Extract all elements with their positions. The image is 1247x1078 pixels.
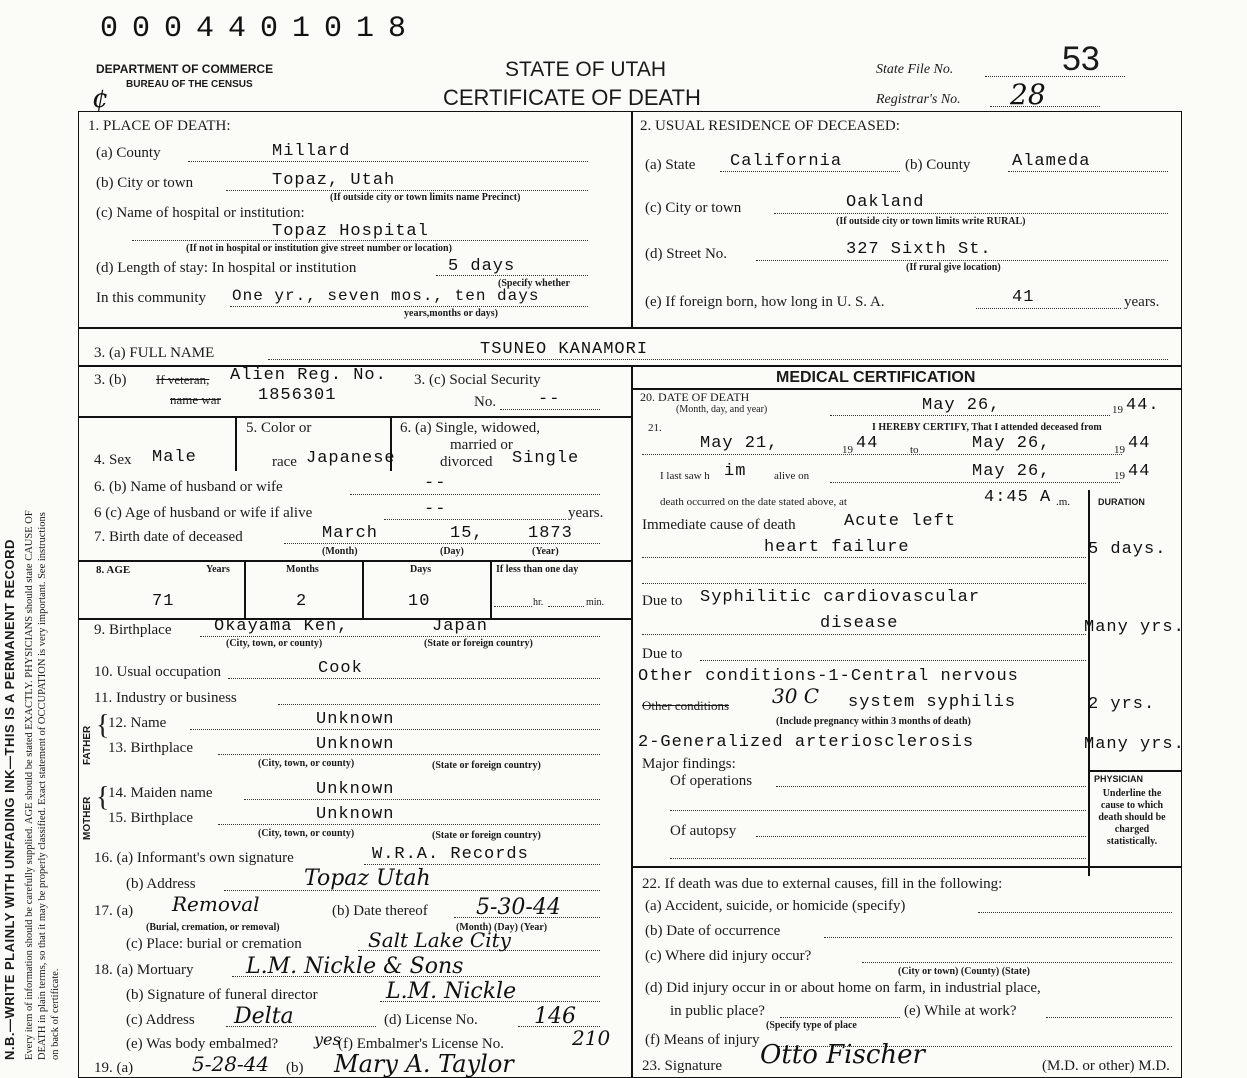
embalmed-label: (e) Was body embalmed? [126,1036,279,1052]
serial-number: 0004401018 [100,12,421,46]
age-years-label: Years [206,564,230,575]
father-name-label: 12. Name [108,715,167,731]
burial-date-note: (Month) (Day) (Year) [456,922,548,933]
state-title: STATE OF UTAH [505,58,666,81]
res-street-value: 327 Sixth St. [846,240,992,259]
birthplace-city: Okayama Ken, [214,617,349,636]
external-c-note: (City or town) (County) (State) [898,966,1031,977]
alien-reg-label: Alien Reg. No. [230,366,387,385]
sex-label: 4. Sex [94,452,132,468]
burial-date: 5-30-44 [476,895,561,920]
autopsy-label: Of autopsy [670,823,737,839]
occupation-label: 10. Usual occupation [94,664,222,680]
license-value: 146 [534,1004,576,1029]
side-note-main: N.B.—WRITE PLAINLY WITH UNFADING INK—THIS IS A PERMANENT RECORD [2,539,17,1060]
death-time-suffix: .m. [1056,496,1071,508]
age-years: 71 [152,592,175,611]
side-note-line2: Every item of information should be carefully supplied. AGE should be stated EXACTLY. PHYSICIANS should state CAUSE OF [24,510,35,1060]
registrar-label-b: (b) [286,1060,304,1076]
city-value: Topaz, Utah [272,171,396,190]
license-label: (d) License No. [384,1012,478,1028]
burial-method: Removal [172,892,260,916]
last-saw-label: I last saw h [660,470,710,482]
side-note-line4: on back of certificate. [50,968,61,1060]
community-value: One yr., seven mos., ten days [232,287,540,305]
father-brace: { [96,710,110,741]
city-note: (If outside city or town limits name Precinct) [330,192,521,203]
registrar-label: 19. (a) [94,1060,134,1076]
side-note-line3: DEATH in plain terms, so that it may be properly classified. Exact statement of OCCUPATION is very important. See instructions [37,512,48,1060]
informant-address-value: Topaz Utah [304,866,431,891]
hospital-value: Topaz Hospital [272,222,429,241]
hospital-note: (If not in hospital or institution give street number or location) [186,243,452,254]
father-country-note: (State or foreign country) [432,760,541,771]
birthplace-city-note: (City, town, or county) [226,638,323,649]
immediate-cause-label: Immediate cause of death [642,517,796,533]
spouse-name-label: 6. (b) Name of husband or wife [94,479,283,495]
birth-day: 15, [450,524,484,543]
physician-signature: Otto Fischer [760,1040,925,1070]
signature-label: 23. Signature [642,1058,722,1074]
external-a-label: (a) Accident, suicide, or homicide (specify) [645,898,906,914]
stay-value: 5 days [448,257,516,276]
due-to-label: Due to [642,593,683,609]
full-name-label: 3. (a) FULL NAME [94,345,215,361]
place-of-death-heading: 1. PLACE OF DEATH: [88,118,231,134]
name-war-strike: name war [170,392,221,407]
res-state-value: California [730,152,843,171]
medical-certification-title: MEDICAL CERTIFICATION [776,369,976,386]
informant-address-label: (b) Address [126,876,196,892]
father-bp-value: Unknown [316,735,395,754]
other-conditions-3: 2-Generalized arteriosclerosis [638,733,975,752]
father-city-note: (City, town, or county) [258,758,355,769]
informant-label: 16. (a) Informant's own signature [94,850,294,866]
attended-to-label: to [910,444,919,456]
age-label: 8. AGE [96,564,131,576]
mortuary-address-label: (c) Address [126,1012,195,1028]
spouse-age-label: 6 (c) Age of husband or wife if alive [94,505,313,521]
attended-to-year: 44 [1128,434,1151,453]
burial-place-label: (c) Place: burial or cremation [126,936,302,952]
occupation-value: Cook [318,659,363,678]
embalmer-license-label: (f) Embalmer's License No. [338,1036,504,1052]
funeral-director-label: (b) Signature of funeral director [126,987,318,1003]
attended-to: May 26, [972,434,1051,453]
ss-no-label: No. [474,394,497,410]
immediate-cause-1: Acute left [844,512,957,531]
full-name-value: TSUNEO KANAMORI [480,340,649,359]
birthplace-label: 9. Birthplace [94,622,172,638]
other-conditions-strike: Other conditions [642,698,730,713]
birthplace-country: Japan [432,617,489,636]
registrar-name: Mary A. Taylor [334,1050,514,1078]
last-saw-year-prefix: 19 [1114,470,1125,482]
age-days: 10 [408,592,431,611]
birthplace-country-note: (State or foreign country) [424,638,533,649]
community-label: In this community [96,290,206,306]
external-e-label: (e) While at work? [904,1003,1017,1019]
age-hr: hr. [533,597,544,608]
attended-from-year-prefix: 19 [842,444,853,456]
death-year-prefix: 19 [1112,404,1123,416]
mortuary-label: 18. (a) Mortuary [94,962,194,978]
major-findings-label: Major findings: [642,756,736,772]
operations-label: Of operations [670,773,753,789]
stay-label: (d) Length of stay: In hospital or institution [96,260,357,276]
birth-year-label: (Year) [532,546,559,557]
spouse-age-unit: years. [568,505,604,521]
spouse-name-value: -- [424,474,447,493]
race-value: Japanese [306,449,396,468]
community-note: years,months or days) [404,308,498,319]
attended-from: May 21, [700,434,779,453]
pregnancy-note: (Include pregnancy within 3 months of death) [776,716,971,727]
other-conditions-duration: 2 yrs. [1088,695,1156,714]
county-value: Millard [272,142,351,161]
death-occurred-label: death occurred on the date stated above, at [660,496,847,508]
foreign-value: 41 [1012,288,1035,307]
burial-note: (Burial, cremation, or removal) [146,922,280,933]
industry-label: 11. Industry or business [94,690,237,706]
mother-city-note: (City, town, or county) [258,828,355,839]
father-bp-label: 13. Birthplace [108,740,193,756]
corner-mark: ¢ [92,84,109,114]
external-d2-label: in public place? [670,1003,765,1019]
marital-label-3: divorced [440,454,493,470]
external-heading: 22. If death was due to external causes, fill in the following: [642,876,1003,892]
external-c-label: (c) Where did injury occur? [645,948,812,964]
marital-label-2: married or [450,437,513,453]
burial-date-label: (b) Date thereof [332,903,428,919]
external-b-label: (b) Date of occurrence [645,923,781,939]
res-county-label: (b) County [905,157,971,173]
state-file-number: 53 [1062,40,1100,78]
color-label: 5. Color or [246,420,312,436]
certificate-title: CERTIFICATE OF DEATH [443,85,701,110]
race-label: race [272,454,297,470]
res-city-label: (c) City or town [645,200,742,216]
due-to-2: disease [820,614,899,633]
burial-place-value: Salt Lake City [368,928,511,952]
last-saw-year: 44 [1128,462,1151,481]
death-date-note: (Month, day, and year) [676,404,768,415]
res-city-value: Oakland [846,193,925,212]
other-conditions-2: system syphilis [848,693,1017,712]
foreign-label: (e) If foreign born, how long in U. S. A. [645,294,885,310]
birth-year: 1873 [528,524,573,543]
department-label: DEPARTMENT OF COMMERCE [96,62,274,76]
state-file-label: State File No. [876,62,954,77]
mother-bp-label: 15. Birthplace [108,810,193,826]
registrar-no-label: Registrar's No. [876,92,961,107]
death-date-value: May 26, [922,396,1001,415]
mother-maiden-value: Unknown [316,780,395,799]
last-saw-alive: alive on [774,470,810,482]
age-months-label: Months [286,564,319,575]
marital-label-1: 6. (a) Single, widowed, [400,420,540,436]
age-months: 2 [296,592,308,611]
external-d-label: (d) Did injury occur in or about home on farm, in industrial place, [645,980,1041,996]
physician-note: Underline the cause to which death should be charged statistically. [1098,788,1166,847]
other-conditions-mark: 30 C [772,684,820,708]
certify-text: I HEREBY CERTIFY, That I attended deceased from [872,422,1102,433]
veteran-strike: If veteran, [156,372,210,387]
registrar-number: 28 [1010,78,1046,111]
social-security-label: 3. (c) Social Security [414,372,541,388]
physician-heading: PHYSICIAN [1094,774,1144,784]
mortuary-address-value: Delta [234,1004,294,1029]
mother-maiden-label: 14. Maiden name [108,785,213,801]
father-name-value: Unknown [316,710,395,729]
spouse-age-value: -- [424,500,447,519]
age-less-label: If less than one day [496,564,579,575]
county-label: (a) County [96,145,161,161]
external-f-label: (f) Means of injury [645,1032,760,1048]
registrar-date: 5-28-44 [192,1052,270,1076]
funeral-director-signature: L.M. Nickle [386,979,517,1004]
hospital-label: (c) Name of hospital or institution: [96,205,305,221]
last-saw-date: May 26, [972,462,1051,481]
res-street-note: (If rural give location) [906,262,1001,273]
attended-from-year: 44 [856,434,879,453]
age-min: min. [586,597,605,608]
signature-suffix: (M.D. or other) M.D. [1042,1058,1170,1074]
certify-number: 21. [648,422,662,434]
due-to-2-label: Due to [642,646,683,662]
specify-note: (Specify whether [498,278,570,289]
ss-value: -- [538,390,561,409]
foreign-years: years. [1124,294,1160,310]
mortuary-value: L.M. Nickle & Sons [246,954,464,979]
external-d2-note: (Specify type of place [766,1020,857,1031]
immediate-cause-duration: 5 days. [1088,540,1167,559]
res-city-note: (If outside city or town limits write RURAL) [836,216,1026,227]
death-time: 4:45 A [984,488,1052,507]
mother-bp-value: Unknown [316,805,395,824]
death-year-value: 44. [1126,396,1160,415]
informant-value: W.R.A. Records [372,845,529,864]
due-to-1: Syphilitic cardiovascular [700,588,981,607]
sex-value: Male [152,448,197,467]
embalmed-value: yes [314,1030,341,1049]
birth-date-label: 7. Birth date of deceased [94,529,243,545]
mother-country-note: (State or foreign country) [432,830,541,841]
city-label: (b) City or town [96,175,194,191]
burial-label: 17. (a) [94,903,134,919]
age-days-label: Days [410,564,432,575]
immediate-cause-2: heart failure [764,538,910,557]
duration-heading: DURATION [1098,497,1145,507]
res-state-label: (a) State [645,157,696,173]
alien-label-b: 3. (b) [94,372,127,388]
mother-brace: { [96,782,110,813]
res-county-value: Alameda [1012,152,1091,171]
due-to-duration: Many yrs. [1084,618,1185,637]
residence-heading: 2. USUAL RESIDENCE OF DECEASED: [640,118,900,134]
res-street-label: (d) Street No. [645,246,728,262]
father-side-label: FATHER [82,725,93,765]
birth-month-label: (Month) [322,546,358,557]
last-saw-him: im [724,462,747,481]
marital-value: Single [512,449,580,468]
mother-side-label: MOTHER [82,796,93,840]
attended-to-year-prefix: 19 [1114,444,1125,456]
other-conditions-1: Other conditions-1-Central nervous [638,667,1019,686]
bureau-label: BUREAU OF THE CENSUS [126,79,253,90]
embalmer-license-value: 210 [572,1026,611,1050]
alien-reg-number: 1856301 [258,386,337,405]
other-conditions-3-duration: Many yrs. [1084,735,1185,754]
birth-month: March [322,524,379,543]
birth-day-label: (Day) [440,546,464,557]
death-date-label: 20. DATE OF DEATH [640,390,750,404]
